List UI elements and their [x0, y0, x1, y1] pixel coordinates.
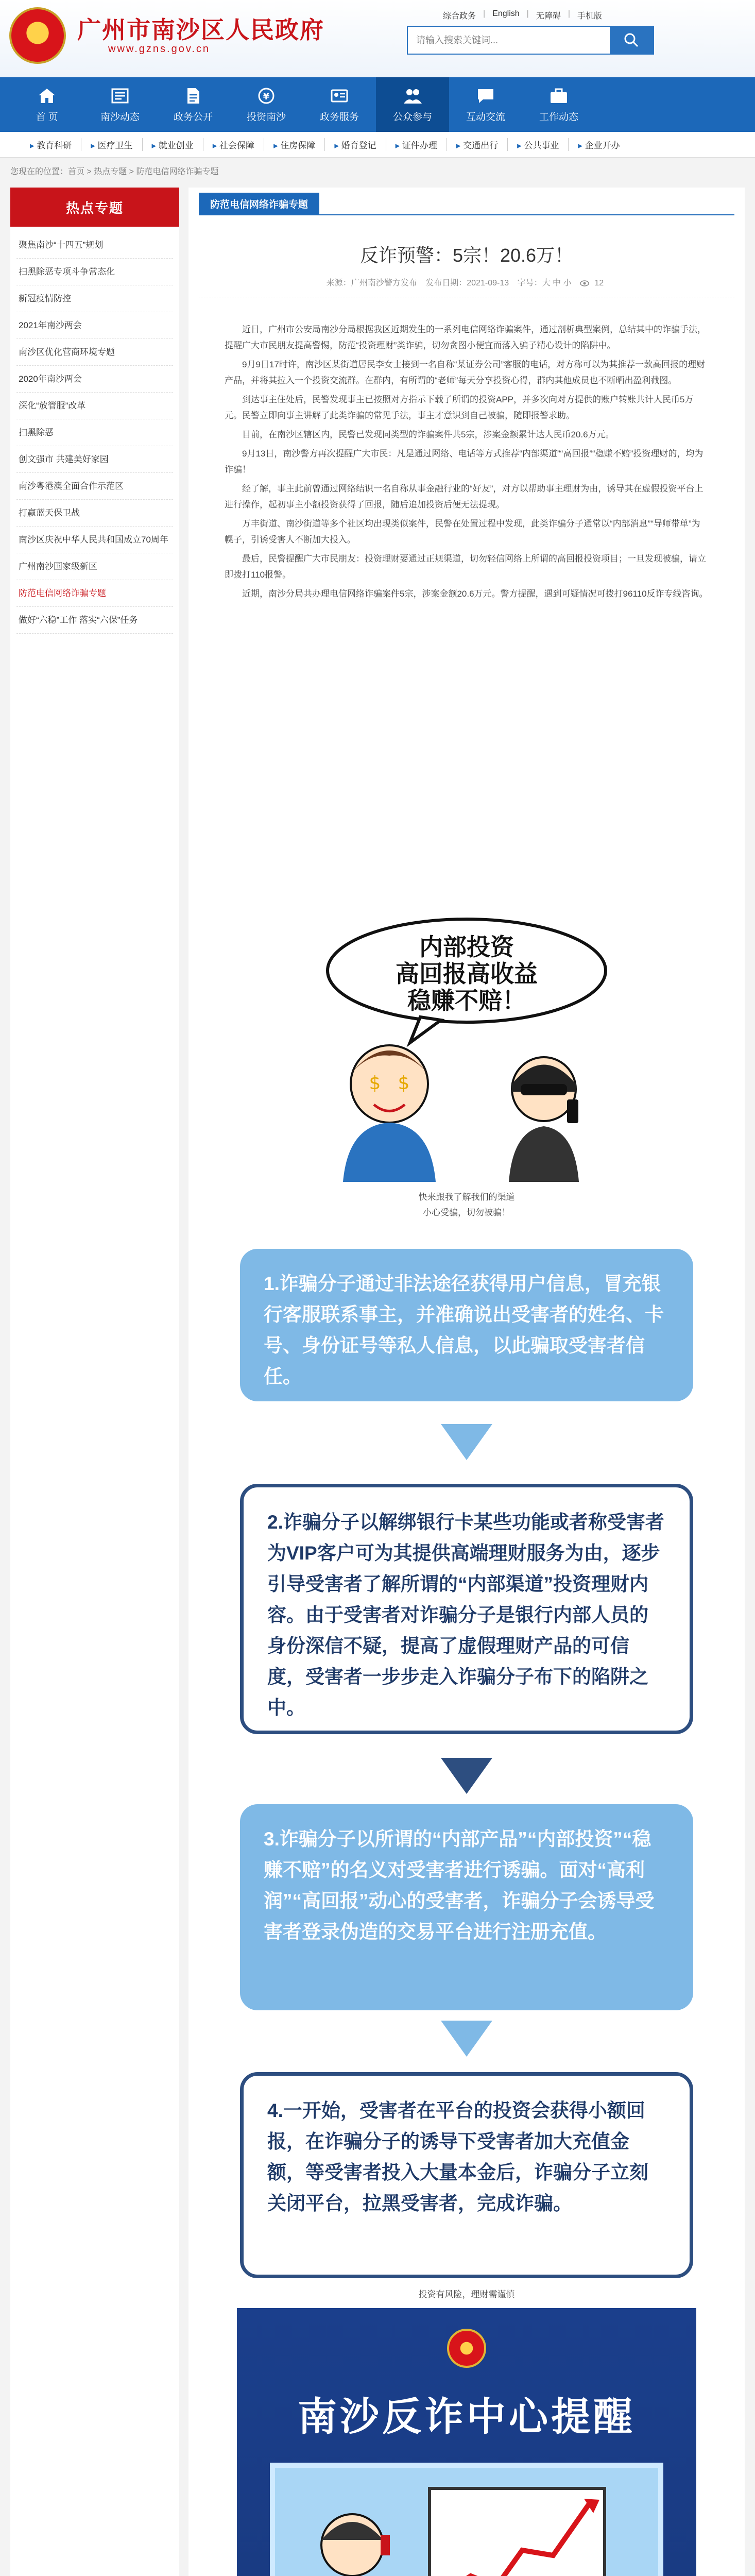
nav-label: 政务公开 — [173, 111, 213, 123]
article-paragraph: 目前，在南沙区辖区内，民警已发现同类型的诈骗案件共5宗，涉案金额累计达人民币20.6万元。 — [242, 430, 614, 439]
sidebar-item[interactable]: 扫黑除恶专项斗争常态化 — [16, 259, 173, 285]
toplink-portal[interactable]: 综合政务 — [443, 12, 476, 21]
nav-work[interactable] — [522, 77, 595, 132]
comic-speech-text: 稳赚不赔！ — [407, 987, 526, 1014]
sidebar-item[interactable]: 创文强市 共建美好家园 — [16, 446, 173, 473]
article-source: 来源：广州南沙警方发布 — [326, 279, 417, 287]
sidebar-item[interactable]: 广州南沙国家级新区 — [16, 553, 173, 580]
subnav-item[interactable]: ▸ 住房保障 — [264, 138, 325, 151]
nav-label: 公众参与 — [392, 111, 432, 123]
subnav-item[interactable]: ▸ 婚育登记 — [325, 138, 386, 151]
article-paragraph: 经了解，事主此前曾通过网络结识一名自称从事金融行业的“好友”，对方以帮助事主理财为由，诱导其在虚假投资平台上进行操作，起初事主小额投资获得了回报，随后追加投资后便无法提现。 — [225, 484, 703, 510]
article-date: 发布日期：2021-09-13 — [425, 279, 509, 287]
fraud-step-3: 3.诈骗分子以所谓的“内部产品”“内部投资”“稳赚不赔”的名义对受害者进行诱骗。面对“高利润”“高回报”动心的受害者，诈骗分子会诱导受害者登录伪造的交易平台进行注册充值。 — [240, 1804, 693, 2010]
nav-label: 南沙动态 — [100, 111, 140, 123]
comic-caption: 快来跟我了解我们的渠道 — [418, 1192, 515, 1202]
sidebar-item[interactable]: 南沙区优化营商环境专题 — [16, 339, 173, 366]
column-tab[interactable]: 防范电信网络诈骗专题 — [199, 193, 319, 214]
sidebar-list — [10, 227, 179, 634]
people-icon — [403, 87, 422, 105]
search-input[interactable] — [408, 27, 610, 54]
subnav-item[interactable]: ▸ 医疗卫生 — [81, 138, 142, 151]
service-subnav — [0, 132, 755, 158]
view-count-value: 12 — [594, 279, 604, 287]
toplink-english[interactable]: English — [492, 9, 520, 18]
nav-interact[interactable] — [449, 77, 522, 132]
article-paragraph: 万丰街道、南沙街道等多个社区均出现类似案件，民警在处置过程中发现，此类诈骗分子通常以“内部消息”“导师带单”为幌子，引诱受害人不断加大投入。 — [225, 519, 700, 545]
service-icon — [330, 87, 349, 105]
nav-label: 工作动态 — [539, 111, 578, 123]
news-icon — [110, 87, 130, 105]
subnav-item[interactable]: ▸ 教育科研 — [21, 138, 81, 151]
document-icon — [183, 87, 203, 105]
toplink-accessibility[interactable]: 无障碍 — [536, 12, 561, 21]
sidebar-item[interactable]: 扫黑除恶 — [16, 419, 173, 446]
article-paragraph: 近日，广州市公安局南沙分局根据我区近期发生的一系列电信网络诈骗案件，通过剖析典型案例，总结其中的诈骗手法，提醒广大市民朋友提高警惕，防范“投资理财”类诈骗，切勿贪图小便宜而落入骗子精心设计的陷阱中。 — [225, 325, 706, 350]
svg-text:¥: ¥ — [263, 91, 270, 102]
subnav-item[interactable]: ▸ 证件办理 — [386, 138, 447, 151]
nav-label: 投资南沙 — [246, 111, 286, 123]
anti-fraud-poster — [237, 2308, 696, 2576]
article-paragraph: 近期，南沙分局共办理电信网络诈骗案件5宗，涉案金额20.6万元。警方提醒，遇到可疑情况可拨打96110反诈专线咨询。 — [242, 589, 708, 599]
search-button[interactable] — [610, 27, 653, 54]
article-paragraph: 9月13日，南沙警方再次提醒广大市民：凡是通过网络、电话等方式推荐“内部渠道”“高回报”“稳赚不赔”投资理财的，均为诈骗！ — [225, 449, 703, 474]
comic-speech-text: 内部投资 — [419, 933, 514, 961]
sidebar-item[interactable]: 深化“放管服”改革 — [16, 393, 173, 419]
site-title[interactable]: 广州市南沙区人民政府 — [77, 16, 324, 44]
sidebar-item[interactable]: 南沙区庆祝中华人民共和国成立70周年 — [16, 527, 173, 553]
comic-caption: 小心受骗，切勿被骗！ — [423, 1208, 510, 1217]
search-box — [407, 26, 654, 55]
chat-icon — [476, 87, 495, 105]
investment-scam-illustration — [275, 2468, 658, 2576]
svg-text:$: $ — [398, 1073, 410, 1094]
police-emblem — [447, 2329, 486, 2368]
subnav-item[interactable]: ▸ 就业创业 — [143, 138, 203, 151]
subnav-item[interactable]: ▸ 公共事业 — [508, 138, 569, 151]
font-size-switcher[interactable]: 字号：大 中 小 — [517, 279, 572, 287]
government-emblem-logo[interactable] — [9, 7, 66, 64]
fraud-step-4: 4.一开始，受害者在平台的投资会获得小额回报，在诈骗分子的诱导下受害者加大充值金额，等受害者投入大量本金后，诈骗分子立刻关闭平台，拉黑受害者，完成诈骗。 — [240, 2072, 693, 2278]
sidebar-item[interactable]: 2021年南沙两会 — [16, 312, 173, 339]
article-paragraph: 到达事主住处后，民警发现事主已按照对方指示下载了所谓的投资APP，并多次向对方提供的账户转账共计人民币5万元。民警立即向事主讲解了此类诈骗的常见手法，事主才意识到自己被骗，随即报警求助。 — [225, 395, 694, 420]
svg-text:$: $ — [369, 1073, 381, 1094]
nav-service[interactable] — [303, 77, 376, 132]
column-divider — [199, 214, 734, 215]
nav-invest[interactable] — [230, 77, 303, 132]
home-icon — [37, 87, 57, 105]
search-icon — [624, 32, 639, 48]
sidebar-item[interactable]: 打赢蓝天保卫战 — [16, 500, 173, 527]
eye-icon — [580, 280, 589, 286]
nav-news[interactable] — [83, 77, 157, 132]
article-paragraph: 9月9日17时许，南沙区某街道居民李女士接到一名自称“某证券公司”客服的电话，对方称可以为其推荐一款高回报的理财产品，并将其拉入一个投资交流群。在群内，有所谓的“老师”每天分享投资心得，群内其他成员也不断晒出盈利截图。 — [225, 360, 706, 385]
sidebar-item[interactable]: 2020年南沙两会 — [16, 366, 173, 393]
subnav-item[interactable]: ▸ 社会保障 — [203, 138, 264, 151]
toplink-mobile[interactable]: 手机版 — [577, 12, 602, 21]
down-arrow-icon — [441, 1424, 492, 1460]
nav-gov-open[interactable] — [157, 77, 230, 132]
nav-label: 政务服务 — [319, 111, 359, 123]
breadcrumb[interactable]: 您现在的位置：首页 > 热点专题 > 防范电信网络诈骗专题 — [10, 167, 219, 176]
sidebar-item-active[interactable]: 防范电信网络诈骗专题 — [16, 580, 173, 607]
subnav-item[interactable]: ▸ 交通出行 — [447, 138, 508, 151]
sidebar-item[interactable]: 聚焦南沙“十四五”规划 — [16, 232, 173, 259]
fraud-step-2: 2.诈骗分子以解绑银行卡某些功能或者称受害者为VIP客户可为其提供高端理财服务为由，逐步引导受害者了解所谓的“内部渠道”投资理财内容。由于受害者对诈骗分子是银行内部人员的身份深信不疑，提高了虚假理财产品的可信度，受害者一步步走入诈骗分子布下的陷阱之中。 — [240, 1484, 693, 1734]
nav-label: 首 页 — [36, 111, 58, 123]
nav-public[interactable] — [376, 77, 449, 132]
sidebar — [10, 188, 179, 2576]
nav-home[interactable] — [10, 77, 83, 132]
top-links: 综合政务 | English | 无障碍 | 手机版 — [443, 9, 602, 21]
poster-illustration — [270, 2463, 663, 2576]
article-paragraph: 最后，民警提醒广大市民朋友：投资理财要通过正规渠道，切勿轻信网络上所谓的高回报投资项目；一旦发现被骗，请立即拨打110报警。 — [225, 554, 706, 580]
fraud-step-1: 1.诈骗分子通过非法途径获得用户信息，冒充银行客服联系事主，并准确说出受害者的姓名、卡号、身份证号等私人信息，以此骗取受害者信任。 — [240, 1249, 693, 1401]
down-arrow-icon — [441, 2021, 492, 2057]
view-count — [580, 279, 607, 287]
main-nav — [0, 77, 755, 132]
article-panel — [188, 188, 745, 2576]
down-arrow-icon — [441, 1758, 492, 1794]
coin-icon — [256, 87, 276, 105]
briefcase-icon — [549, 87, 569, 105]
sidebar-item[interactable]: 南沙粤港澳全面合作示范区 — [16, 473, 173, 500]
sidebar-heading: 热点专题 — [10, 188, 179, 227]
comic-illustration — [317, 914, 616, 1182]
poster-title: 南沙反诈中心提醒 — [298, 2395, 636, 2439]
nav-label: 互动交流 — [466, 111, 505, 123]
comic-speech-text: 高回报高收益 — [396, 960, 538, 988]
article-meta — [188, 276, 745, 288]
sidebar-item[interactable]: 新冠疫情防控 — [16, 285, 173, 312]
site-header — [0, 0, 755, 77]
sidebar-item[interactable]: 做好“六稳”工作 落实“六保”任务 — [16, 607, 173, 634]
article-title: 反诈预警：5宗！20.6万！ — [359, 245, 574, 266]
article-body — [225, 321, 709, 605]
subnav-item[interactable]: ▸ 企业开办 — [569, 138, 629, 151]
site-url: www.gzns.gov.cn — [108, 43, 211, 55]
steps-caption: 投资有风险，理财需谨慎 — [418, 2290, 515, 2299]
